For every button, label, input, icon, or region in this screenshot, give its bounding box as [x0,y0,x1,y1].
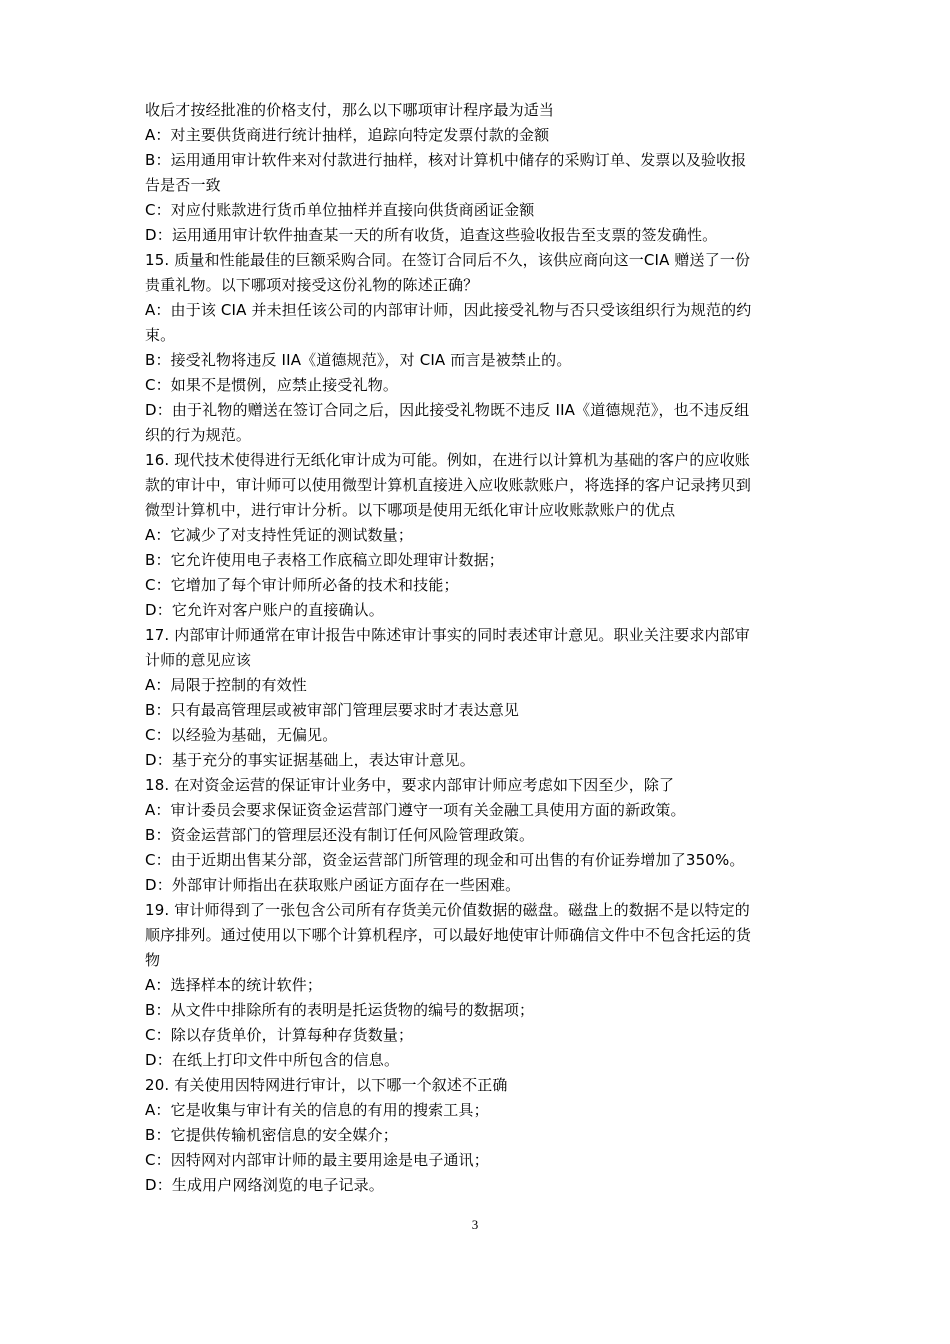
text-line: 告是否一致 [145,176,221,194]
text-line: D：它允许对客户账户的直接确认。 [145,601,384,619]
text-line: 19. 审计师得到了一张包含公司所有存货美元价值数据的磁盘。磁盘上的数据不是以特定的 [145,901,750,919]
text-line: A：对主要供货商进行统计抽样，追踪向特定发票付款的金额 [145,126,550,144]
text-line: 16. 现代技术使得进行无纸化审计成为可能。例如，在进行以计算机为基础的客户的应收账 [145,451,750,469]
text-line: C：如果不是惯例，应禁止接受礼物。 [145,376,399,394]
text-line: 款的审计中，审计师可以使用微型计算机直接进入应收账款账户，将选择的客户记录拷贝到 [145,476,752,494]
text-line: D：运用通用审计软件抽查某一天的所有收货，追查这些验收报告至支票的签发确性。 [145,226,718,244]
text-line: A：选择样本的统计软件； [145,976,323,994]
document-body [145,98,815,1198]
text-line: B：接受礼物将违反 IIA《道德规范》，对 CIA 而言是被禁止的。 [145,351,572,369]
text-line: C：以经验为基础，无偏见。 [145,726,338,744]
text-line: D：基于充分的事实证据基础上，表达审计意见。 [145,751,475,769]
text-line: D：外部审计师指出在获取账户函证方面存在一些困难。 [145,876,521,894]
text-line: 17. 内部审计师通常在审计报告中陈述审计事实的同时表述审计意见。职业关注要求内部审 [145,626,750,644]
text-line: B：它提供传输机密信息的安全媒介； [145,1126,398,1144]
text-line: C：它增加了每个审计师所必备的技术和技能； [145,576,459,594]
text-line: 15. 质量和性能最佳的巨额采购合同。在签订合同后不久，该供应商向这一CIA 赠送了一份 [145,251,751,269]
text-line: B：运用通用审计软件来对付款进行抽样，核对计算机中储存的采购订单、发票以及验收报 [145,151,747,169]
text-line: C：因特网对内部审计师的最主要用途是电子通讯； [145,1151,489,1169]
text-line: 18. 在对资金运营的保证审计业务中，要求内部审计师应考虑如下因至少，除了 [145,776,675,794]
text-line: B：资金运营部门的管理层还没有制订任何风险管理政策。 [145,826,535,844]
text-line: 收后才按经批准的价格支付，那么以下哪项审计程序最为适当 [145,101,555,119]
text-line: D：由于礼物的赠送在签订合同之后，因此接受礼物既不违反 IIA《道德规范》，也不违反组 [145,401,750,419]
text-line: 计师的意见应该 [145,651,252,669]
page-number: 3 [471,1217,479,1232]
text-line: 织的行为规范。 [145,426,252,444]
text-line: 20. 有关使用因特网进行审计，以下哪一个叙述不正确 [145,1076,508,1094]
text-line: C：由于近期出售某分部，资金运营部门所管理的现金和可出售的有价证券增加了350%。 [145,851,745,869]
text-line: D：生成用户网络浏览的电子记录。 [145,1176,384,1194]
text-line: C：除以存货单价，计算每种存货数量； [145,1026,414,1044]
text-line: B：只有最高管理层或被审部门管理层要求时才表达意见 [145,701,520,719]
text-line: A：它减少了对支持性凭证的测试数量； [145,526,413,544]
text-line: A：审计委员会要求保证资金运营部门遵守一项有关金融工具使用方面的新政策。 [145,801,686,819]
text-line: 顺序排列。通过使用以下哪个计算机程序，可以最好地使审计师确信文件中不包含托运的货 [145,926,752,944]
text-line: A：局限于控制的有效性 [145,676,307,694]
text-line: A：它是收集与审计有关的信息的有用的搜索工具； [145,1101,489,1119]
text-line: B：从文件中排除所有的表明是托运货物的编号的数据项； [145,1001,535,1019]
text-line: A：由于该 CIA 并未担任该公司的内部审计师，因此接受礼物与否只受该组织行为规范的约 [145,301,752,319]
text-line: D：在纸上打印文件中所包含的信息。 [145,1051,400,1069]
text-line: 微型计算机中，进行审计分析。以下哪项是使用无纸化审计应收账款账户的优点 [145,501,676,519]
text-line: B：它允许使用电子表格工作底稿立即处理审计数据； [145,551,504,569]
text-line: C：对应付账款进行货币单位抽样并直接向供货商函证金额 [145,201,535,219]
text-line: 贵重礼物。以下哪项对接受这份礼物的陈述正确？ [145,276,479,294]
text-line: 束。 [145,326,176,344]
text-line: 物 [145,951,161,969]
